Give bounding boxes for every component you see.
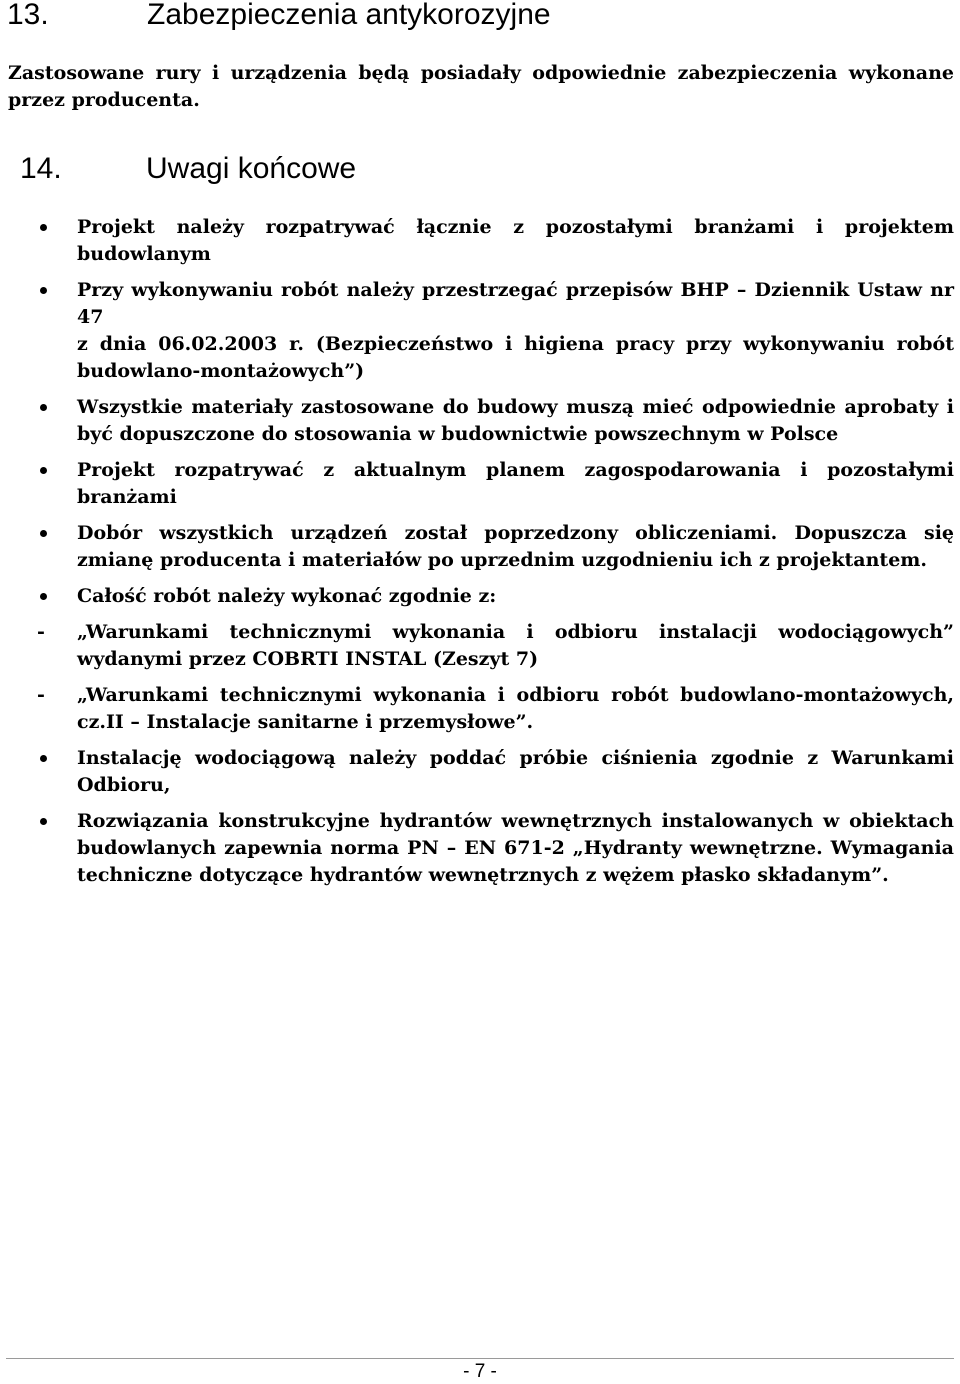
list-item-text	[77, 214, 954, 268]
page-number: - 7 -	[463, 1361, 497, 1382]
section-14-title: Uwagi końcowe	[146, 152, 357, 185]
section-13-heading	[7, 0, 551, 33]
bullet-marker	[40, 287, 47, 294]
list-item-line: „Warunkami technicznymi wykonania i odbioru instalacji wodociągowych” wydanymi przez COBRTI INSTAL (Zeszyt 7)	[77, 621, 954, 670]
list-item-text	[77, 682, 954, 736]
bullet-marker	[40, 530, 47, 537]
bullet-list-item	[0, 394, 960, 448]
bullet-list-item	[0, 745, 960, 799]
footer-divider	[6, 1358, 954, 1359]
list-item-line: Projekt rozpatrywać z aktualnym planem zagospodarowania i pozostałymi branżami	[77, 459, 954, 508]
bullet-list-item	[0, 457, 960, 511]
remarks-list	[0, 214, 960, 889]
list-item-text	[77, 745, 954, 799]
list-item-text	[77, 808, 954, 889]
list-item-text	[77, 520, 954, 574]
section-14-heading	[20, 151, 356, 187]
list-item-line: Projekt należy rozpatrywać łącznie z pozostałymi branżami i projektem budowlanym	[77, 216, 954, 265]
bullet-marker	[40, 755, 47, 762]
list-item-line: z dnia 06.02.2003 r. (Bezpieczeństwo i higiena pracy przy wykonywaniu robót budowlano-montażowych”)	[77, 333, 954, 382]
bullet-marker	[40, 818, 47, 825]
section-13-number: 13.	[7, 0, 49, 31]
dash-marker: -	[37, 684, 45, 706]
bullet-list-item	[0, 277, 960, 385]
section-14-number: 14.	[20, 152, 62, 185]
bullet-list-item	[0, 808, 960, 889]
list-item-text	[77, 277, 954, 385]
list-item-line: Przy wykonywaniu robót należy przestrzegać przepisów BHP – Dziennik Ustaw nr 47	[77, 279, 954, 328]
dash-list-item	[0, 682, 960, 736]
list-item-line: Dobór wszystkich urządzeń został poprzedzony obliczeniami. Dopuszcza się zmianę producenta i materiałów po uprzednim uzgodnieniu ich z projektantem.	[77, 522, 954, 571]
list-item-text	[77, 457, 954, 511]
list-item-line: Wszystkie materiały zastosowane do budowy muszą mieć odpowiednie aprobaty i być dopuszczone do stosowania w budownictwie powszechnym w Polsce	[77, 396, 954, 445]
list-item-line: Rozwiązania konstrukcyjne hydrantów wewnętrznych instalowanych w obiektach budowlanych zapewnia norma PN – EN 671-2 „Hydranty wewnętrzne. Wymagania techniczne dotyczące hydrantów wewnętrznych z wężem płasko składanym”.	[77, 810, 954, 886]
list-item-text	[77, 619, 954, 673]
section-13-title: Zabezpieczenia antykorozyjne	[147, 0, 551, 31]
bullet-marker	[40, 224, 47, 231]
list-item-line: Całość robót należy wykonać zgodnie z:	[77, 585, 497, 607]
dash-list-item	[0, 619, 960, 673]
bullet-list-item	[0, 214, 960, 268]
list-item-line: „Warunkami technicznymi wykonania i odbioru robót budowlano-montażowych, cz.II – Instalacje sanitarne i przemysłowe”.	[77, 684, 954, 733]
bullet-marker	[40, 404, 47, 411]
list-item-line: Instalację wodociągową należy poddać próbie ciśnienia zgodnie z Warunkami Odbioru,	[77, 747, 954, 796]
dash-marker: -	[37, 621, 45, 643]
bullet-list-item	[0, 520, 960, 574]
list-item-text	[77, 394, 954, 448]
bullet-marker	[40, 593, 47, 600]
list-item-text	[77, 583, 954, 610]
bullet-marker	[40, 467, 47, 474]
bullet-list-item	[0, 583, 960, 610]
section-13-text: Zastosowane rury i urządzenia będą posiadały odpowiednie zabezpieczenia wykonane przez producenta.	[8, 62, 954, 111]
